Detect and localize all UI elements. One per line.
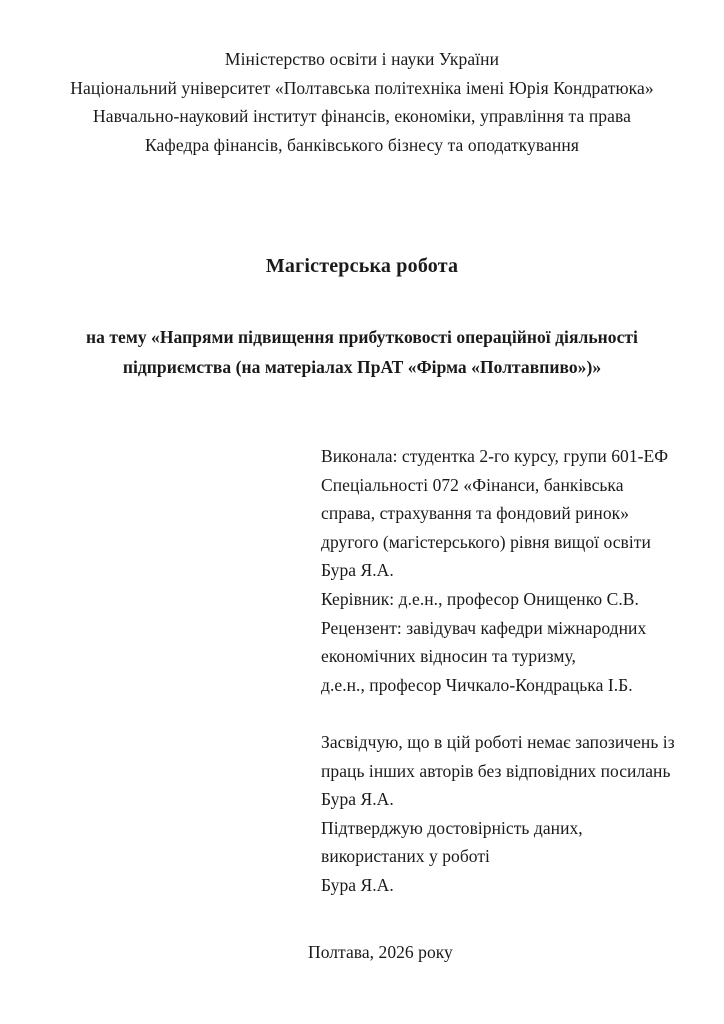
declaration-line-data-accuracy: Підтверджую достовірність даних, (321, 817, 583, 838)
author-line-performed-by: Виконала: студентка 2-го курсу, групи 601-ЕФ (321, 446, 669, 466)
author-line-student-name: Бура Я.А. (321, 560, 394, 581)
author-details-block (321, 442, 701, 699)
page-title: Магістерська робота (265, 255, 459, 277)
author-line-supervisor: Керівник: д.е.н., професор Онищенко С.В. (321, 588, 639, 609)
author-line-reviewer: Рецензент: завідувач кафедри міжнародних (321, 617, 647, 638)
author-line-specialty-cont: справа, страхування та фондовий ринок» (321, 503, 629, 524)
header-line-institute: Навчально-науковий інститут фінансів, економіки, управління та права (92, 106, 631, 126)
place-and-year: Полтава, 2026 року (308, 942, 453, 962)
header-line-university: Національний університет «Полтавська політехніка імені Юрія Кондратюка» (70, 77, 654, 98)
declaration-block (321, 728, 701, 900)
declaration-line-signature-1: Бура Я.А. (321, 789, 394, 810)
author-line-education-level: другого (магістерського) рівня вищої освіти (321, 531, 651, 552)
author-line-reviewer-cont: економічних відносин та туризму, (321, 646, 576, 667)
thesis-theme-line-1: на тему «Напрями підвищення прибутковості операційної діяльності (86, 327, 638, 347)
declaration-line-no-plagiarism: Засвідчую, що в цій роботі немає запозичень із (321, 732, 675, 752)
author-line-specialty: Спеціальності 072 «Фінанси, банківська (321, 474, 624, 495)
declaration-line-data-accuracy-cont: використаних у роботі (321, 846, 490, 867)
institution-header (0, 45, 724, 159)
author-line-reviewer-name: д.е.н., професор Чичкало-Кондрацька І.Б. (321, 674, 633, 695)
header-line-ministry: Міністерство освіти і науки України (224, 49, 500, 69)
header-line-department: Кафедра фінансів, банківського бізнесу та оподаткування (145, 134, 579, 155)
declaration-line-no-plagiarism-cont: праць інших авторів без відповідних посилань (321, 760, 671, 781)
thesis-theme-line-2: підприємства (на матеріалах ПрАТ «Фірма «Полтавпиво»)» (122, 357, 602, 377)
declaration-line-signature-2: Бура Я.А. (321, 874, 394, 895)
thesis-theme (62, 322, 662, 382)
